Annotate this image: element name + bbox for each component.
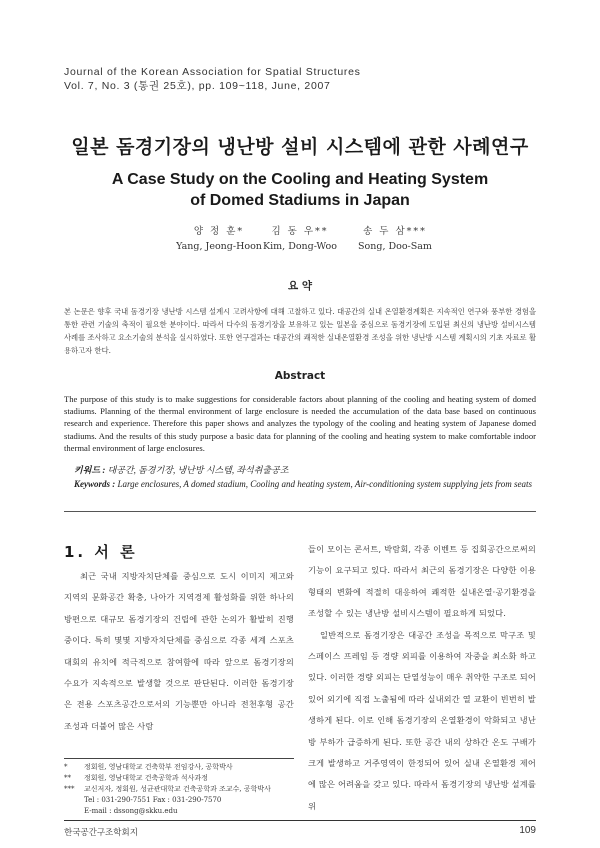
column-right <box>308 539 536 817</box>
abstract-en-heading: Abstract <box>274 370 326 382</box>
author-name-en: Song, Doo-Sam <box>358 241 432 252</box>
footnote-text: 정회원, 영남대학교 건축공학과 석사과정 <box>84 774 208 782</box>
author-name-ko: 김 동 우** <box>271 226 329 237</box>
section-divider <box>64 511 536 512</box>
keywords-ko-label: 키워드 : <box>74 465 106 475</box>
footnote <box>64 762 296 773</box>
author-name-en: Kim, Dong-Woo <box>263 241 337 252</box>
page-number: 109 <box>519 825 536 836</box>
author-name-en: Yang, Jeong-Hoon <box>176 241 262 252</box>
footnote-mark: *** <box>64 785 75 793</box>
title-english-line2: of Domed Stadiums in Japan <box>190 192 410 209</box>
journal-issue: Vol. 7, No. 3 (통권 25호), pp. 109~118, June, 2007 <box>64 80 331 92</box>
footer-journal-name: 한국공간구조학회지 <box>64 828 138 838</box>
journal-header <box>64 65 361 93</box>
footnote-text: 정회원, 영남대학교 건축학부 전임강사, 공학박사 <box>84 763 233 771</box>
abstract-en-text: The purpose of this study is to make suggestions for considerable factors about planning of the cooling and heating system of domed stadiums. Planning of the thermal environment of large enclosure is needed the accumulation of the data base based on continuous research and experience. Therefore this paper shows and analyzes the typology of the cooling and heating system of Japanese domed stadiums. And the results of this study purpose a basic data for planning of the cooling and heating system to make comfortable indoor thermal environment of large enclosures. <box>64 394 536 453</box>
journal-name: Journal of the Korean Association for Spatial Structures <box>64 66 361 78</box>
footnote <box>64 784 296 795</box>
footnote-text: 교신저자, 정회원, 성균관대학교 건축공학과 조교수, 공학박사 <box>84 785 271 793</box>
keywords-en-label: Keywords : <box>74 479 116 489</box>
keywords-en <box>74 478 534 491</box>
footnote-mark: * <box>64 763 68 771</box>
column-left <box>64 566 294 737</box>
intro-heading: 1. 서 론 <box>64 543 138 561</box>
abstract-ko-heading: 요 약 <box>288 280 312 292</box>
footnote-text: Tel : 031-290-7551 Fax : 031-290-7570 <box>84 796 222 804</box>
keywords-en-text: Large enclosures, A domed stadium, Cooling and heating system, Air-conditioning system supplying jets from seats <box>117 479 533 489</box>
footnote-text: E-mail : dssong@skku.edu <box>84 807 178 815</box>
abstract-ko-text: 본 논문은 향후 국내 돔경기장 냉난방 시스템 설계시 고려사항에 대해 고찰하고 있다. 대공간의 실내 온열환경계획은 지속적인 연구와 풍부한 경험을 통한 관련 기술의 축적이 필요한 분야이다. 따라서 다수의 돔경기장을 보유하고 있는 일본을 중심으로 돔경기장에 도입된 최신의 냉난방 설비시스템 사례를 조사하고 요소기술의 분석을 실시하였다. 또한 연구결과는 대공간의 쾌적한 실내온열환경 조성을 위한 냉난방 시스템 계획시의 기초 자료로 활용하고자 한다. <box>64 307 536 355</box>
intro-right-paragraph-1: 들이 모이는 콘서트, 박람회, 각종 이벤트 등 집회공간으로써의 기능이 요구되고 있다. 따라서 최근의 돔경기장은 다양한 이용형태의 변화에 적절히 대응하여 쾌적한 실내온열·공기환경을 조성할 수 있는 냉난방 설비시스템이 필요하게 되었다. <box>308 544 536 619</box>
footnote-mark: ** <box>64 774 71 782</box>
footnote <box>64 773 296 784</box>
keywords-ko <box>74 464 534 477</box>
keywords-ko-text: 대공간, 돔경기장, 냉난방 시스템, 좌석취출공조 <box>107 465 289 475</box>
title-korean: 일본 돔경기장의 냉난방 설비 시스템에 관한 사례연구 <box>71 136 529 158</box>
footnote <box>64 795 296 806</box>
author-3 <box>325 224 465 254</box>
intro-right-paragraph-2: 일반적으로 돔경기장은 대공간 조성을 목적으로 막구조 및 스페이스 프레임 등 경량 외피를 이용하여 자중을 최소화 하고 있다. 이러한 경량 외피는 단열성능이 매우 취약한 구조로 되어 있어 외기에 직접 노출됨에 따라 실내외간 열 교환이 빈번히 발생하게 된다. 이로 인해 돔경기장의 온열환경이 악화되고 냉난방 부하가 급증하게 된다. 또한 공간 내의 상하간 온도 구배가 크게 발생하고 거주영역이 한정되어 있어 실내 온열환경 제어에 많은 어려움을 갖고 있다. 따라서 돔경기장의 냉난방 설계를 위 <box>308 629 536 811</box>
footer-divider <box>64 820 536 821</box>
intro-left-paragraph: 최근 국내 지방자치단체를 중심으로 도시 이미지 제고와 지역의 문화공간 확충, 나아가 지역경제 활성화를 위한 하나의 방편으로 대규모 돔경기장의 건립에 관한 논의가 활발히 진행 중이다. 특히 몇몇 지방자치단체를 중심으로 각종 세계 스포츠대회의 유치에 적극적으로 참여함에 따라 앞으로 돔경기장의 수요가 지속적으로 발생할 것으로 판단된다. 이러한 돔경기장은 전용 스포츠공간으로서의 기능뿐만 아니라 전천후형 공간 조성과 더불어 많은 사람 <box>64 571 294 731</box>
footnote <box>64 806 296 817</box>
title-english-line1: A Case Study on the Cooling and Heating System <box>111 171 489 188</box>
title-english <box>0 169 600 211</box>
author-name-ko: 송 두 삼*** <box>363 226 427 237</box>
footnote-divider <box>64 758 294 759</box>
author-name-ko: 양 정 훈* <box>193 226 245 237</box>
